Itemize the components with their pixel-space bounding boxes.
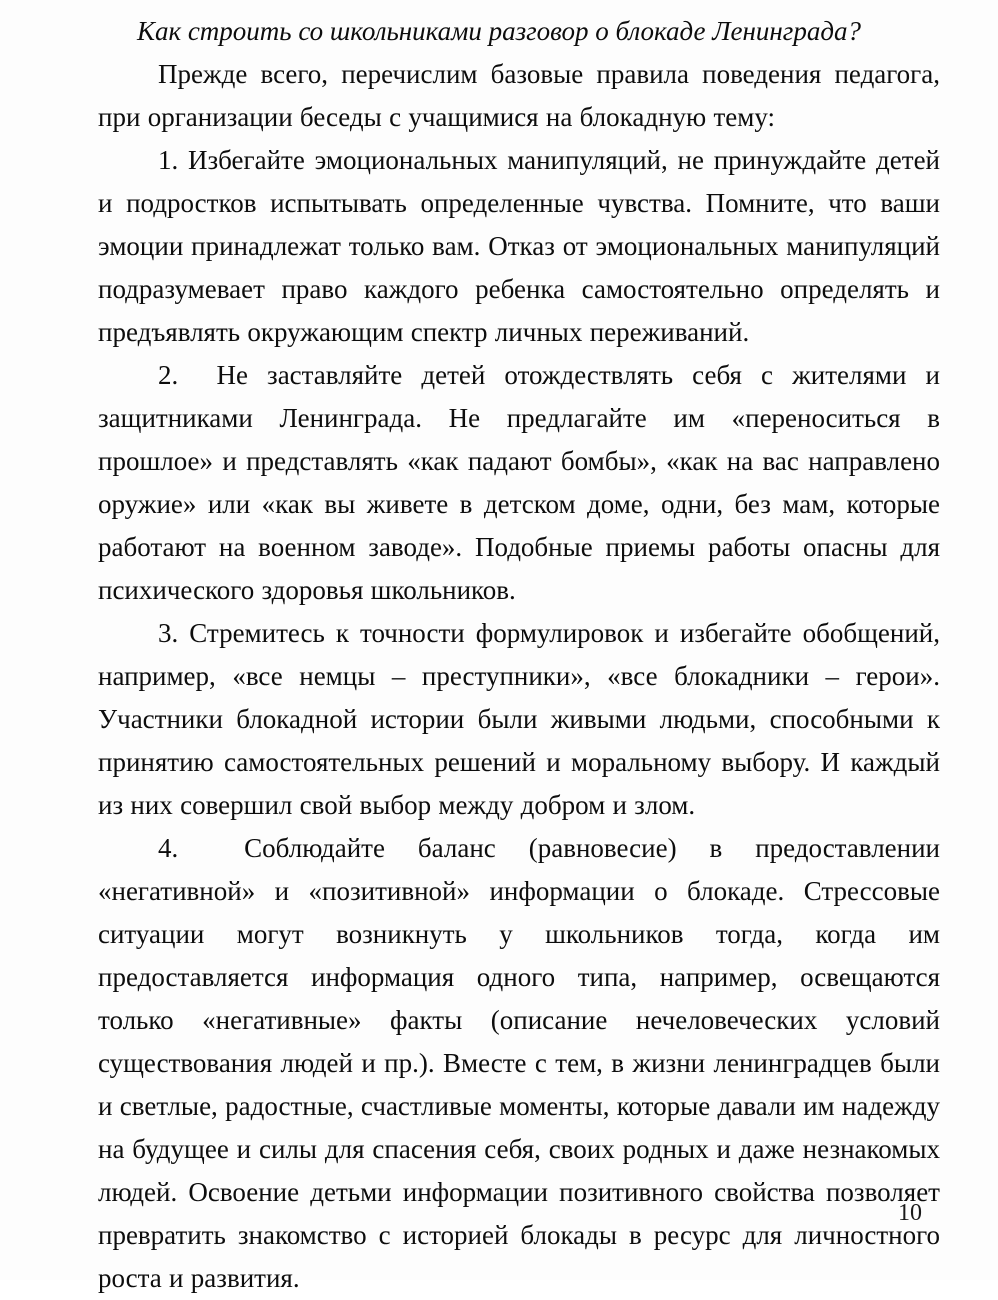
paragraph-rule-4: 4. Соблюдайте баланс (равновесие) в предоставлении «негативной» и «позитивной» информации о блокаде. Стрессовые ситуации могут возникнуть у школьников тогда, когда им предоставляется информация одного типа, например, освещаются только «негативные» факты (описание нечеловеческих условий существования людей и пр.). Вместе с тем, в жизни ленинградцев были и светлые, радостные, счастливые моменты, которые давали им надежду на будущее и силы для спасения себя, своих родных и даже незнакомых людей. Освоение детьми информации позитивного свойства позволяет превратить знакомство с историей блокады в ресурс для личностного роста и развития. (98, 833, 940, 1293)
paragraph-rule-2: 2. Не заставляйте детей отождествлять себя с жителями и защитниками Ленинграда. Не предлагайте им «переноситься в прошлое» и представлять «как падают бомбы», «как на вас направлено оружие» или «как вы живете в детском доме, одни, без мам, которые работают на военном заводе». Подобные приемы работы опасны для психического здоровья школьников. (98, 360, 940, 605)
paragraph-rule-1: 1. Избегайте эмоциональных манипуляций, не принуждайте детей и подростков испытывать определенные чувства. Помните, что ваши эмоции принадлежат только вам. Отказ от эмоциональных манипуляций подразумевает право каждого ребенка самостоятельно определять и предъявлять окружающим спектр личных переживаний. (98, 145, 940, 347)
page-number: 10 (898, 1200, 922, 1226)
paragraph-rule-3: 3. Стремитесь к точности формулировок и избегайте обобщений, например, «все немцы – преступники», «все блокадники – герои». Участники блокадной истории были живыми людьми, способными к принятию самостоятельных решений и моральному выбору. И каждый из них совершил свой выбор между добром и злом. (98, 618, 940, 820)
page-title: Как строить со школьниками разговор о блокаде Ленинграда? (137, 16, 861, 46)
paragraph-intro: Прежде всего, перечислим базовые правила поведения педагога, при организации беседы с учащимися на блокадную тему: (98, 59, 940, 132)
